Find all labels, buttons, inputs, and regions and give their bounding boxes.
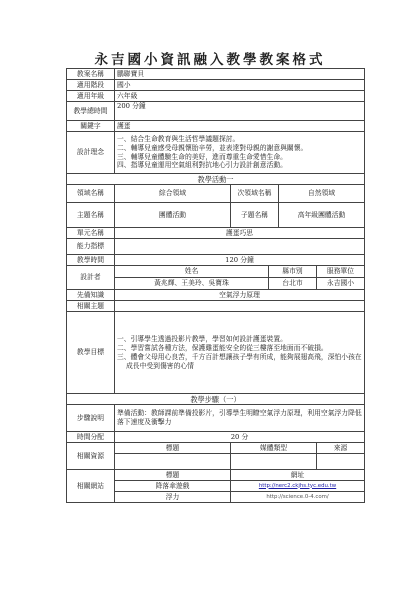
time-allocation-label: 時間分配 [67,432,115,443]
grade-value: 六年級 [115,91,365,102]
keyword-value: 護蛋 [115,121,365,132]
teaching-goal-list [115,312,365,394]
domain-label: 領域名稱 [67,185,115,203]
course-name-value: 鵬聯寶貝 [115,69,365,80]
design-concept-item: 四、指導兒童運用空氣組利對抗地心引力設計創意活動。 [117,161,287,170]
resource-source-header: 來源 [317,443,365,454]
site-url-link[interactable]: http://nerc2.ckjhs.tyc.edu.tw [231,481,365,492]
teaching-time-label: 教學時間 [67,255,115,266]
site-title: 浮力 [115,492,231,503]
resource-title-header: 標題 [115,443,231,454]
related-resources-label: 相關資源 [67,443,115,470]
school-level-label: 適用階段 [67,80,115,91]
related-topic-value [115,301,365,312]
designer-county: 台北市 [269,278,317,290]
teaching-goal-label: 教學目標 [67,312,115,394]
sub-theme-value: 高年級團體活動 [279,203,365,228]
designer-county-header: 縣市別 [269,266,317,278]
design-concept-item: 一、結合生命教育與生活哲學議題探討。 [117,135,240,144]
keyword-label: 關鍵字 [67,121,115,132]
prior-knowledge-value: 空氣浮力原理 [115,290,365,301]
ability-value [115,239,365,255]
steps-header: 教學步驟（一） [67,394,365,405]
theme-value: 團體活動 [115,203,231,228]
resource-media-cell [231,454,317,470]
course-name-label: 教案名稱 [67,69,115,80]
sub-domain-value: 自然領域 [279,185,365,203]
site-url-header: 網址 [231,470,365,481]
related-sites-label: 相關網站 [67,470,115,503]
design-concept-list [115,132,365,174]
school-level-value: 國小 [115,80,365,91]
grade-label: 適用年級 [67,91,115,102]
designer-name-header: 姓名 [115,266,269,278]
activity-header: 教學活動一 [67,174,365,185]
designer-label: 設計者 [67,266,115,290]
teaching-goal-item: 一、引導學生透過投影片教學，學習如何設計護蛋裝置。 [117,334,287,343]
unit-value: 護蛋巧思 [115,228,365,239]
domain-value: 綜合領域 [115,185,231,203]
document-title: 永吉國小資訊融入教學教案格式 [94,52,326,68]
step-description-value: 準備活動：教師課前準備投影片，引導學生明瞭空氣浮力原理，利用空氣浮力降低落下速度及衝擊力 [115,405,365,432]
site-url-link[interactable]: http://science.0-4.com/ [231,492,365,503]
lesson-plan-table [66,68,365,503]
design-concept-item: 二、輔導兒童感受母親懷胎辛勞，並表達對母親的謝意與關懷。 [117,143,308,152]
design-concept-item: 三、輔導兒童體驗生命的美好，進而尊重生命愛惜生命。 [117,152,287,161]
unit-label: 單元名稱 [67,228,115,239]
sub-domain-label: 次領域名稱 [231,185,279,203]
design-concept-label: 設計理念 [67,132,115,174]
designer-unit-header: 服務單位 [317,266,365,278]
resource-media-header: 媒體類型 [231,443,317,454]
designer-names: 黃兆輝、王美玲、吳寶珠 [115,278,269,290]
site-title: 降落傘遊戲 [115,481,231,492]
theme-label: 主題名稱 [67,203,115,228]
sub-theme-label: 子題名稱 [231,203,279,228]
total-time-label: 教學總時間 [67,102,115,121]
resource-title-cell [115,454,231,470]
prior-knowledge-label: 先備知識 [67,290,115,301]
site-title-header: 標題 [115,470,231,481]
designer-school: 永吉國小 [317,278,365,290]
teaching-time-value: 120 分鐘 [115,255,365,266]
ability-label: 能力指標 [67,239,115,255]
teaching-goal-item: 三、體會父母用心良苦，千方百計想讓孩子學有所成，能夠展翅高飛，深怕小孩在成長中受到傷害的心情 [117,352,362,370]
step-description-label: 步驟說明 [67,405,115,432]
total-time-value: 200 分鐘 [115,102,365,121]
teaching-goal-item: 二、學習嘗試各種方法，保護雞蛋能安全的從三樓落至地面而不破損。 [117,343,328,352]
related-topic-label: 相關主題 [67,301,115,312]
resource-source-cell [317,454,365,470]
time-allocation-value: 20 分 [115,432,365,443]
